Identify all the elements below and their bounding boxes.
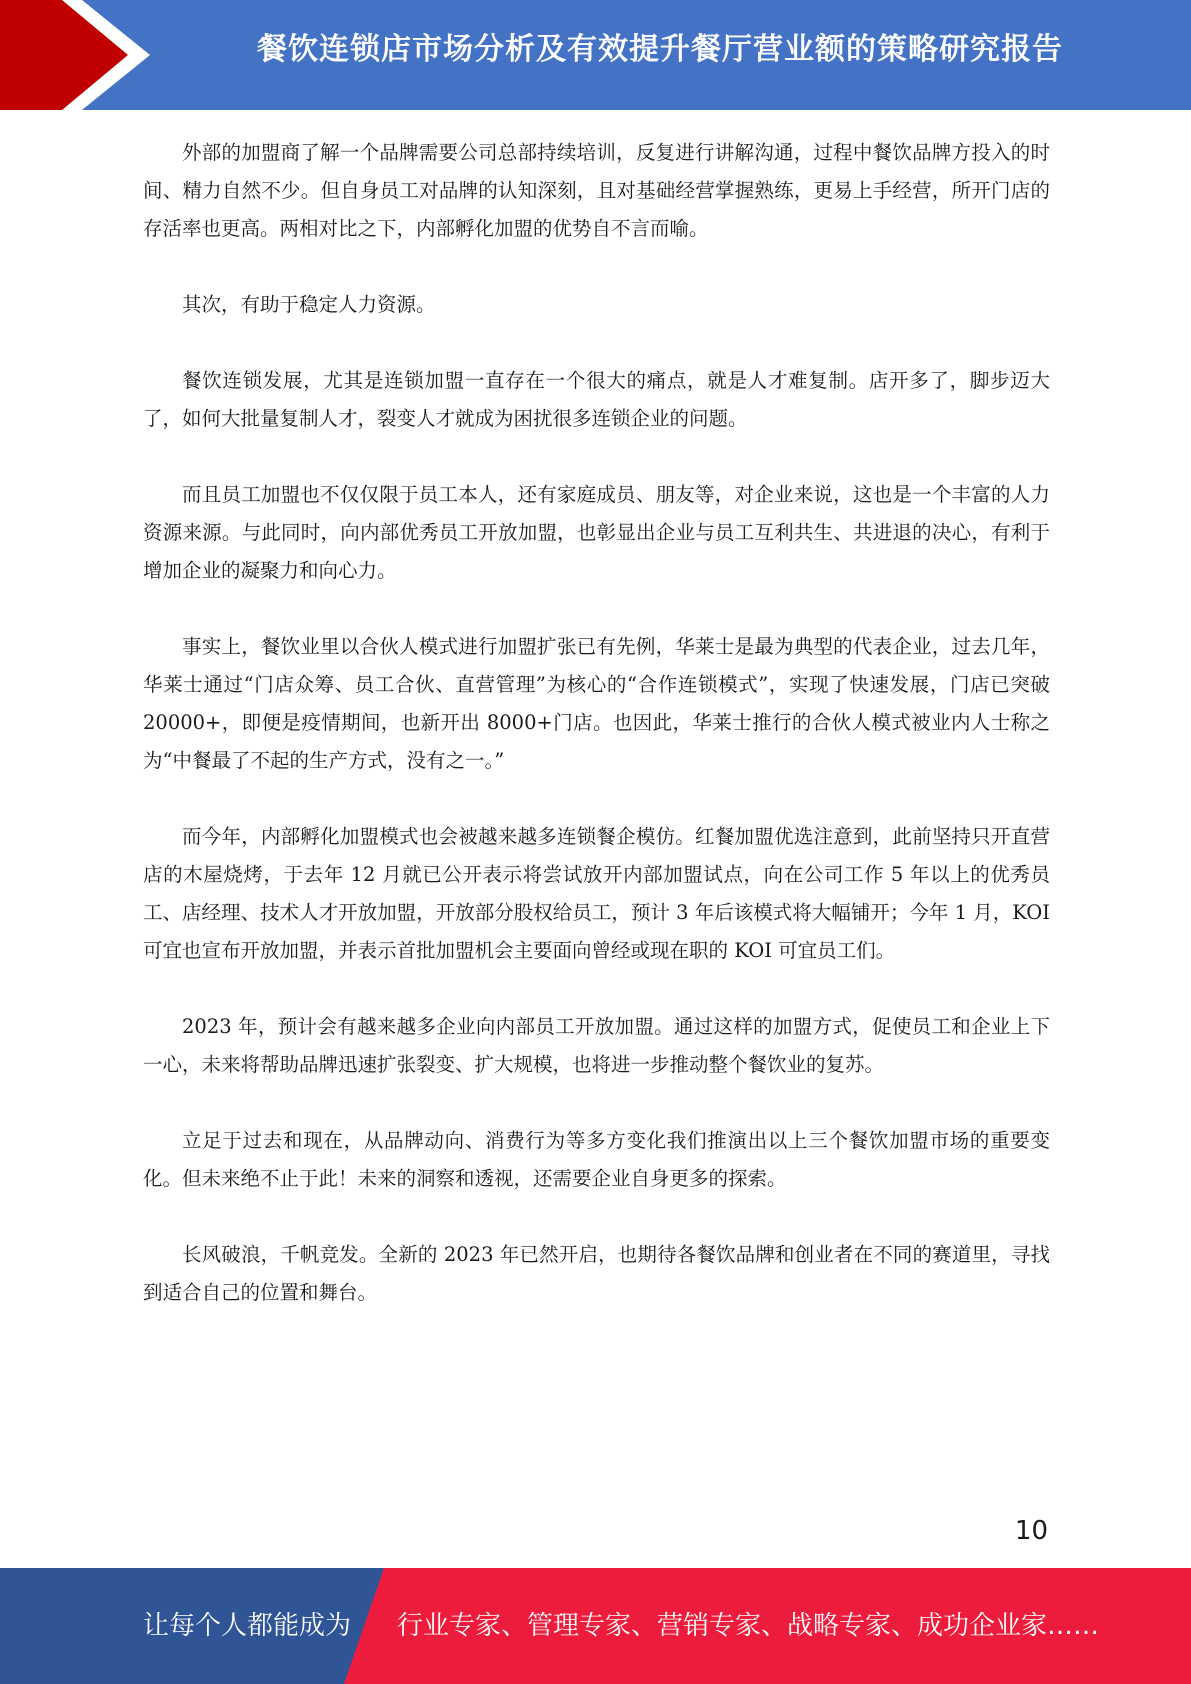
report-title: 餐饮连锁店市场分析及有效提升餐厅营业额的策略研究报告 xyxy=(257,32,1063,67)
document-body xyxy=(143,134,1050,1350)
paragraph: 餐饮连锁发展，尤其是连锁加盟一直存在一个很大的痛点，就是人才难复制。店开多了，脚步迈大了，如何大批量复制人才，裂变人才就成为困扰很多连锁企业的问题。 xyxy=(143,369,1050,430)
paragraph: 2023 年，预计会有越来越多企业向内部员工开放加盟。通过这样的加盟方式，促使员工和企业上下一心，未来将帮助品牌迅速扩张裂变、扩大规模，也将进一步推动整个餐饮业的复苏。 xyxy=(143,1015,1050,1076)
paragraph: 事实上，餐饮业里以合伙人模式进行加盟扩张已有先例，华莱士是最为典型的代表企业，过去几年，华莱士通过“门店众筹、员工合伙、直营管理”为核心的“合作连锁模式”，实现了快速发展，门店已突破 20000+，即便是疫情期间，也新开出 8000+门店。也因此，华莱士推行的合伙人模式被业内人士称之为“中餐最了不起的生产方式，没有之一。” xyxy=(143,635,1050,772)
header-banner xyxy=(0,0,1191,110)
footer-banner xyxy=(0,1568,1191,1684)
page-number: 10 xyxy=(1014,1516,1048,1546)
paragraph: 外部的加盟商了解一个品牌需要公司总部持续培训，反复进行讲解沟通，过程中餐饮品牌方投入的时间、精力自然不少。但自身员工对品牌的认知深刻，且对基础经营掌握熟练，更易上手经营，所开门店的存活率也更高。两相对比之下，内部孵化加盟的优势自不言而喻。 xyxy=(143,141,1050,240)
paragraph: 而且员工加盟也不仅仅限于员工本人，还有家庭成员、朋友等，对企业来说，这也是一个丰富的人力资源来源。与此同时，向内部优秀员工开放加盟，也彰显出企业与员工互利共生、共进退的决心，有利于增加企业的凝聚力和向心力。 xyxy=(143,483,1050,582)
paragraph: 其次，有助于稳定人力资源。 xyxy=(182,293,436,316)
paragraph: 立足于过去和现在，从品牌动向、消费行为等多方变化我们推演出以上三个餐饮加盟市场的重要变化。但未来绝不止于此！未来的洞察和透视，还需要企业自身更多的探索。 xyxy=(143,1129,1050,1190)
footer-slogan-left: 让每个人都能成为 xyxy=(143,1611,352,1641)
paragraph: 长风破浪，千帆竞发。全新的 2023 年已然开启，也期待各餐饮品牌和创业者在不同的赛道里，寻找到适合自己的位置和舞台。 xyxy=(143,1243,1050,1304)
footer-slogan-right: 行业专家、管理专家、营销专家、战略专家、成功企业家…… xyxy=(397,1611,1100,1641)
paragraph: 而今年，内部孵化加盟模式也会被越来越多连锁餐企模仿。红餐加盟优选注意到，此前坚持只开直营店的木屋烧烤，于去年 12 月就已公开表示将尝试放开内部加盟试点，向在公司工作 5 年以上的优秀员工、店经理、技术人才开放加盟，开放部分股权给员工，预计 3 年后该模式将大幅铺开；今年 1 月，KOI 可宜也宣布开放加盟，并表示首批加盟机会主要面向曾经或现在职的 KOI 可宜员工们。 xyxy=(143,825,1050,962)
